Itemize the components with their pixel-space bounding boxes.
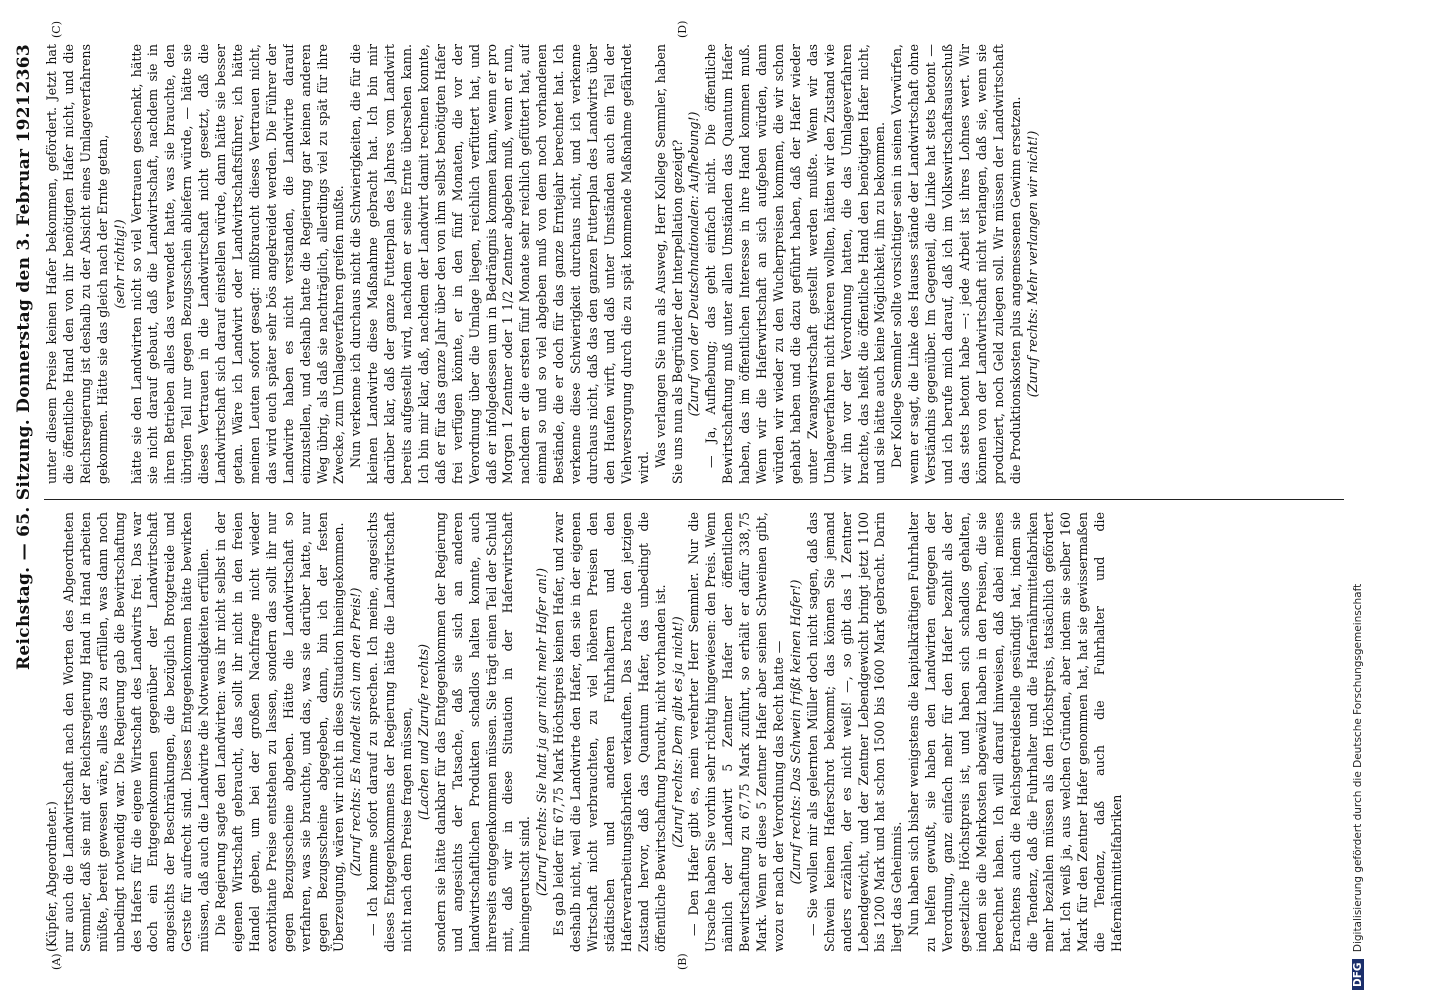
right-column [44,44,1354,484]
paragraph: Es gab leider für 67,75 Mark Höchstpreis keinen Hafer, und zwar deshalb nicht, weil die Landwirte den Hafer, den sie in der eigenen Wirtschaft nicht verbrauchten, zu viel höheren Preisen den städtischen und anderen Fuhrhaltern und den Haferverarbeitungsfabriken verkauften. Das brachte den jetzigen Zustand hervor, daß das Quantum Hafer, das unbedingt die öffentliche Bewirtschaftung braucht, nicht vorhanden ist. [551,512,668,952]
paragraph: — Den Hafer gibt es, mein verehrter Herr Semmler. Nur die Ursache haben Sie vorhin sehr richtig hingewiesen: den Preis. Wenn nämlich der Landwirt 5 Zentner Hafer der öffentlichen Bewirtschaftung zu 67,75 Mark zuführt, so erhält er dafür 338,75 Mark. Wenn er diese 5 Zentner Hafer aber seinen Schweinen gibt, wozu er nach der Verordnung das Recht hatte — [686,512,786,952]
left-column [44,512,1354,952]
page-number: 2363 [14,44,34,93]
interjection: (sehr richtig!) [111,219,127,309]
paragraph: nur auch die Landwirtschaft nach den Worten des Abgeordneten Semmler, daß sie mit der Reichsregierung Hand in Hand arbeiten müßte, bereit gewesen wäre, alles das zu erfüllen, was dann noch unbedingt notwendig war. Die Regierung gab die Bewirtschaftung des Hafers für die eigene Wirtschaft des Landwirts frei. Das war doch ein Entgegenkommen gegenüber der Landwirtschaft angesichts der Beschränkungen, die bezüglich Brotgetreide und Gerste für aufrecht sind. Dieses Entgegenkommen hätte bewirken müssen, daß auch die Landwirte die Notwendigkeiten erfüllen. [60,512,212,952]
interjection: (Zuruf rechts: Es handelt sich um den Preis!) [348,587,364,877]
paragraph: Die Regierung sagte den Landwirten: was ihr nicht selbst in der eigenen Wirtschaft gebraucht, das sollt ihr nicht in den freien Handel geben, um bei der großen Nachfrage nicht wieder exorbitante Preise entstehen zu lassen, sondern das sollt ihr nur gegen Bezugsscheine abgeben. Hätte die Landwirtschaft so verfahren, was sie brauchte, und das, was sie darüber hatte, nur gegen Bezugsscheine abgegeben, dann, bin ich der festen Überzeugung, wären wir nicht in diese Situation hineingekommen. [213,512,347,952]
margin-mark-a: (A) [50,953,63,970]
page-title: Reichstag. — 65. Sitzung. Donnerstag den 3. Februar 1921. [14,87,34,670]
page-header [14,40,42,960]
digitization-note: Digitalisierung gefördert durch die Deutsche Forschungsgemeinschaft [1352,583,1364,953]
interjection: (Zuruf rechts: Sie hatt ja gar nicht mehr Hafer an!) [534,568,550,896]
interjection: (Lachen und Zurufe rechts) [415,644,431,820]
paragraph: hätte sie den Landwirten nicht so viel Vertrauen geschenkt, hätte sie nicht darauf gebaut, daß die Landwirtschaft, nachdem sie in ihren Betrieben alles das verwendet hatte, was sie brauchte, den übrigen Teil nur gegen Bezugsschein abliefern würde, — hätte sie dieses Vertrauen in die Landwirtschaft nicht gesetzt, daß die Landwirtschaft sich darauf einstellen würde, dann hätte sie besser getan. Wäre ich Landwirt oder Landwirtschaftsführer, ich hätte meinen Leuten sofort gesagt: mißbraucht dieses Vertrauen nicht, das wird euch später sehr bös angekreidet werden. Die Führer der Landwirte haben es nicht verstanden, die Landwirte darauf einzustellen, und deshalb hatte die Regierung gar keinen anderen Weg übrig, als daß sie nachträglich, allerdings viel zu spät für ihre Zwecke, zum Umlageverfahren greifen mußte. [128,44,347,484]
speaker-line: (Küpfer, Abgeordneter.) [44,801,59,952]
column-divider [44,499,1344,500]
margin-mark-c: (C) [50,21,63,38]
paragraph: unter diesem Preise keinen Hafer bekommen, gefördert. Jetzt hat die öffentliche Hand den von ihr benötigten Hafer nicht, und die Reichsregierung ist deshalb zu der Absicht eines Umlageverfahrens gekommen. Hätte sie das gleich nach der Ernte getan, [44,44,110,484]
paragraph: — Sie wollen mir als gelernten Müller doch nicht sagen, daß das Schwein keinen Haferschrot bekommt; das können Sie jemand anders erzählen, der es nicht weiß! —, so gibt das 1 Zentner Lebendgewicht, und der Zentner Lebendgewicht bringt jetzt 1100 bis 1200 Mark und hat schon 1500 bis 1600 Mark gebracht. Darin liegt das Geheimnis. [804,512,905,952]
paragraph: Der Kollege Semmler sollte vorsichtiger sein in seinen Vorwürfen, wenn er sagt, die Linke des Hauses stände der Landwirtschaft ohne Verständnis gegenüber. Im Gegenteil, die Linke hat stets betont — und ich berufe mich darauf, daß ich im Volkswirtschaftsausschuß das stets betont habe —: jede Arbeit ist ihres Lohnes wert. Wir können von der Landwirtschaft nicht verlangen, daß sie, wenn sie produziert, noch Geld zulegen soll. Wir müssen der Landwirtschaft die Produktionskosten plus angemessenen Gewinn ersetzen. [889,44,1023,484]
interjection: (Zuruf rechts: Mehr verlangen wir nicht!) [1024,130,1040,398]
margin-mark-d: (D) [676,20,689,38]
interjection: (Zuruf von der Deutschnationalen: Aufhebung!) [686,111,702,417]
margin-mark-b: (B) [676,953,689,970]
interjection: (Zuruf rechts: Dem gibt es ja nicht!) [669,616,685,848]
paragraph: Was verlangen Sie nun als Ausweg, Herr Kollege Semmler, haben Sie uns nun als Begründer der Interpellation gezeigt? [652,44,685,484]
interjection: (Zuruf rechts: Das Schwein frißt keinen Hafer!) [787,579,803,885]
paragraph: — Ich komme sofort darauf zu sprechen. Ich meine, angesichts dieses Entgegenkommens der Regierung hätte die Landwirtschaft nicht nach dem Preise fragen müssen, [365,512,415,952]
digitization-footer [1352,10,1378,990]
paragraph: Nun verkenne ich durchaus nicht die Schwierigkeiten, die für die kleinen Landwirte diese Maßnahme gebracht hat. Ich bin mir darüber klar, daß der ganze Futterplan des Jahres vom Landwirt bereits aufgestellt wird, nachdem er seine Ernte übersehen kann. Ich bin mir klar, daß, nachdem der Landwirt damit rechnen konnte, daß er für das ganze Jahr über den von ihm selbst benötigten Hafer frei verfügen könnte, er in den fünf Monaten, die vor der Verordnung über die Umlage liegen, reichlich verfüttert hat, und daß er infolgedessen um in Bedrängnis kommen kann, wenn er pro Morgen 1 Zentner oder 1 1/2 Zentner abgeben muß, wenn er nun, nachdem er die ersten fünf Monate sehr reichlich gefüttert hat, auf einmal so und so viel abgeben muß von dem noch vorhandenen Bestände, die er doch für das ganze Erntejahr berechnet hat. Ich verkenne diese Schwierigkeit durchaus nicht, und ich verkenne durchaus nicht, daß das den ganzen Futterplan des Landwirts über den Haufen wirft, und daß unter Umständen auch ein Teil der Viehversorgung durch die zu spät kommende Maßnahme gefährdet wird. [348,44,651,484]
paragraph: Nun haben sich bisher wenigstens die kapitalkräftigen Fuhrhalter zu helfen gewußt, sie haben den Landwirten entgegen der Verordnung, ganz einfach mehr für den Hafer bezahlt als der gesetzliche Höchstpreis ist, und haben sich schadlos gehalten, indem sie die Mehrkosten abgewälzt haben in den Preisen, die sie berechnet haben. Ich will darauf hinweisen, daß dabei meines Erachtens auch die Reichsgetreidestelle gesündigt hat, indem sie die Tendenz, daß die Fuhrhalter und die Hafernährmittelfabriken mehr bezahlen müssen als den Höchstpreis, tatsächlich gefördert hat. Ich weiß ja, aus welchen Gründen, aber indem sie selber 160 Mark für den Zentner Hafer genommen hat, hat sie gewissermaßen die Tendenz, daß auch die Fuhrhalter und die Hafernährmittelfabriken [906,512,1125,952]
dfg-logo: DFG [1352,959,1364,990]
paragraph: — Ja, Aufhebung; das geht einfach nicht. Die öffentliche Bewirtschaftung muß unter allen Umständen das Quantum Hafer haben, das im öffentlichen Interesse in ihre Hand kommen muß. Wenn wir die Haferwirtschaft an sich aufgeben würden, dann würden wir wieder zu den Wucherpreisen kommen, die wir schon gehabt haben und die dazu geführt haben, daß der Hafer wieder unter Zwangswirtschaft gestellt werden mußte. Wenn wir das Umlageverfahren nicht fixieren wollten, hätten wir den Zustand wie wir ihn vor der Verordnung hatten, die das Umlageverfahren brachte, das heißt die öffentliche Hand den benötigten Hafer nicht, und sie hätte auch keine Möglichkeit, ihn zu bekommen. [703,44,888,484]
paragraph: sondern sie hätte dankbar für das Entgegenkommen der Regierung und angesichts der Tatsache, daß sie sich an anderen landwirtschaftlichen Produkten schadlos halten konnte, auch ihrerseits entgegenkommen müssen. Sie trägt einen Teil der Schuld mit, daß wir in diese Situation in der Haferwirtschaft hineingerutscht sind. [432,512,533,952]
